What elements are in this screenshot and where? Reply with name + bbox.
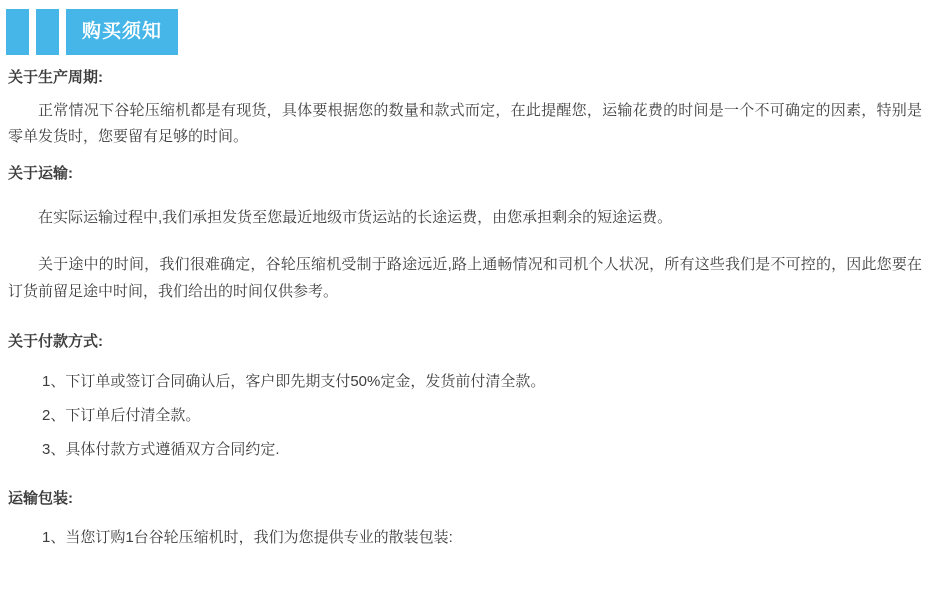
list-item: 3、具体付款方式遵循双方合同约定. [42, 440, 280, 458]
packaging-list [8, 526, 922, 550]
purchase-notice-page [0, 9, 930, 550]
section-title-transport: 关于运输: [8, 164, 73, 182]
section-text-transport-2: 关于途中的时间，我们很难确定，谷轮压缩机受制于路途远近,路上通畅情况和司机个人状况，所有这些我们是不可控的，因此您要在订货前留足途中时间，我们给出的时间仅供参考。 [8, 256, 922, 300]
section-text-production: 正常情况下谷轮压缩机都是有现货，具体要根据您的数量和款式而定，在此提醒您，运输花费的时间是一个不可确定的因素，特别是零单发货时，您要留有足够的时间。 [8, 101, 922, 146]
section-title-production: 关于生产周期: [8, 69, 103, 86]
section-title-packaging: 运输包装: [8, 489, 73, 507]
payment-terms-list [8, 370, 922, 462]
page-content [0, 67, 930, 550]
header-decor-bars [0, 9, 59, 55]
page-header [0, 9, 930, 55]
page-title: 购买须知 [66, 9, 178, 55]
header-bar-2 [36, 9, 59, 55]
list-item: 1、下订单或签订合同确认后，客户即先期支付50%定金，发货前付清全款。 [42, 372, 546, 390]
section-text-transport-1: 在实际运输过程中,我们承担发货至您最近地级市货运站的长途运费，由您承担剩余的短途运费。 [38, 209, 673, 227]
list-item: 2、下订单后付清全款。 [42, 406, 201, 424]
header-bar-1 [6, 9, 29, 55]
list-item: 1、当您订购1台谷轮压缩机时，我们为您提供专业的散装包装: [42, 529, 453, 547]
section-title-payment: 关于付款方式: [8, 333, 103, 351]
